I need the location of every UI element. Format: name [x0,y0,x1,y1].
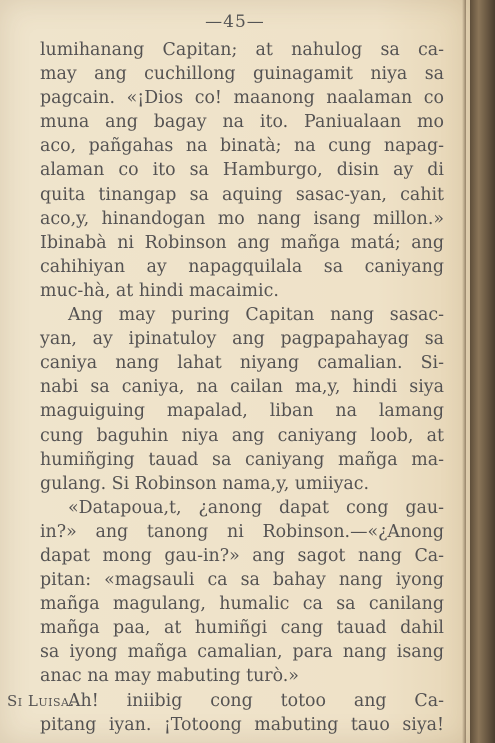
text-line: mañga paa, at humiñgi cang tauad dahil [40,618,444,639]
text-line: Ang may puring Capitan nang sasac- [68,305,444,326]
text-line: maguiguing mapalad, liban na lamang [40,401,444,422]
text-line: nabi sa caniya, na cailan ma,y, hindi siya [40,377,444,398]
text-line: caniya nang lahat niyang camalian. Si- [40,353,444,374]
text-line: cung baguhin niya ang caniyang loob, at [40,425,444,446]
speaker-label: Si Luisa. [7,691,75,710]
text-line: lumihanang Capitan; at nahulog sa ca- [40,40,444,60]
text-line: yan, ay ipinatuloy ang pagpapahayag sa [40,329,444,350]
text-line: in?» ang tanong ni Robinson.—«¿Anong [40,521,444,542]
text-line: dapat mong gau-in?» ang sagot nang Ca- [40,545,444,566]
text-line: sa iyong mañga camalian, para nang isang [40,642,444,663]
text-line: pagcain. «¡Dios co! maanong naalaman co [40,88,444,109]
text-line: muc-hà, at hindi macaimic. [40,280,279,301]
text-line: anac na may mabuting turò.» [40,666,299,687]
text-line: humiñging tauad sa caniyang mañga ma- [40,449,444,470]
text-line: pitan: «magsauli ca sa bahay nang iyong [40,570,444,591]
text-line: muna ang bagay na ito. Paniualaan mo [40,112,444,133]
text-line: aco,y, hinandogan mo nang isang millon.» [40,208,444,229]
body-text [7,38,444,737]
text-line: cahihiyan ay napagquilala sa caniyang [40,256,444,277]
page-shadow [462,0,466,743]
page-number: —45— [205,12,265,32]
text-line: mañga magulang, humalic ca sa canilang [40,594,444,615]
text-line: aco, pañgahas na binatà; na cung napag- [40,136,444,157]
book-edge [470,0,495,743]
text-line: alaman co ito sa Hamburgo, disin ay di [40,160,444,181]
text-line: gulang. Si Robinson nama,y, umiiyac. [40,473,370,494]
text-line: quita tinangap sa aquing sasac-yan, cahit [40,184,444,205]
text-line: Ah! iniibig cong totoo ang Ca- [68,690,444,711]
text-line: Ibinabà ni Robinson ang mañga matá; ang [40,232,444,253]
text-line: «Datapoua,t, ¿anong dapat cong gau- [68,497,444,518]
text-line: pitang iyan. ¡Totoong mabuting tauo siya! [40,714,444,735]
text-line: may ang cuchillong guinagamit niya sa [40,64,444,85]
